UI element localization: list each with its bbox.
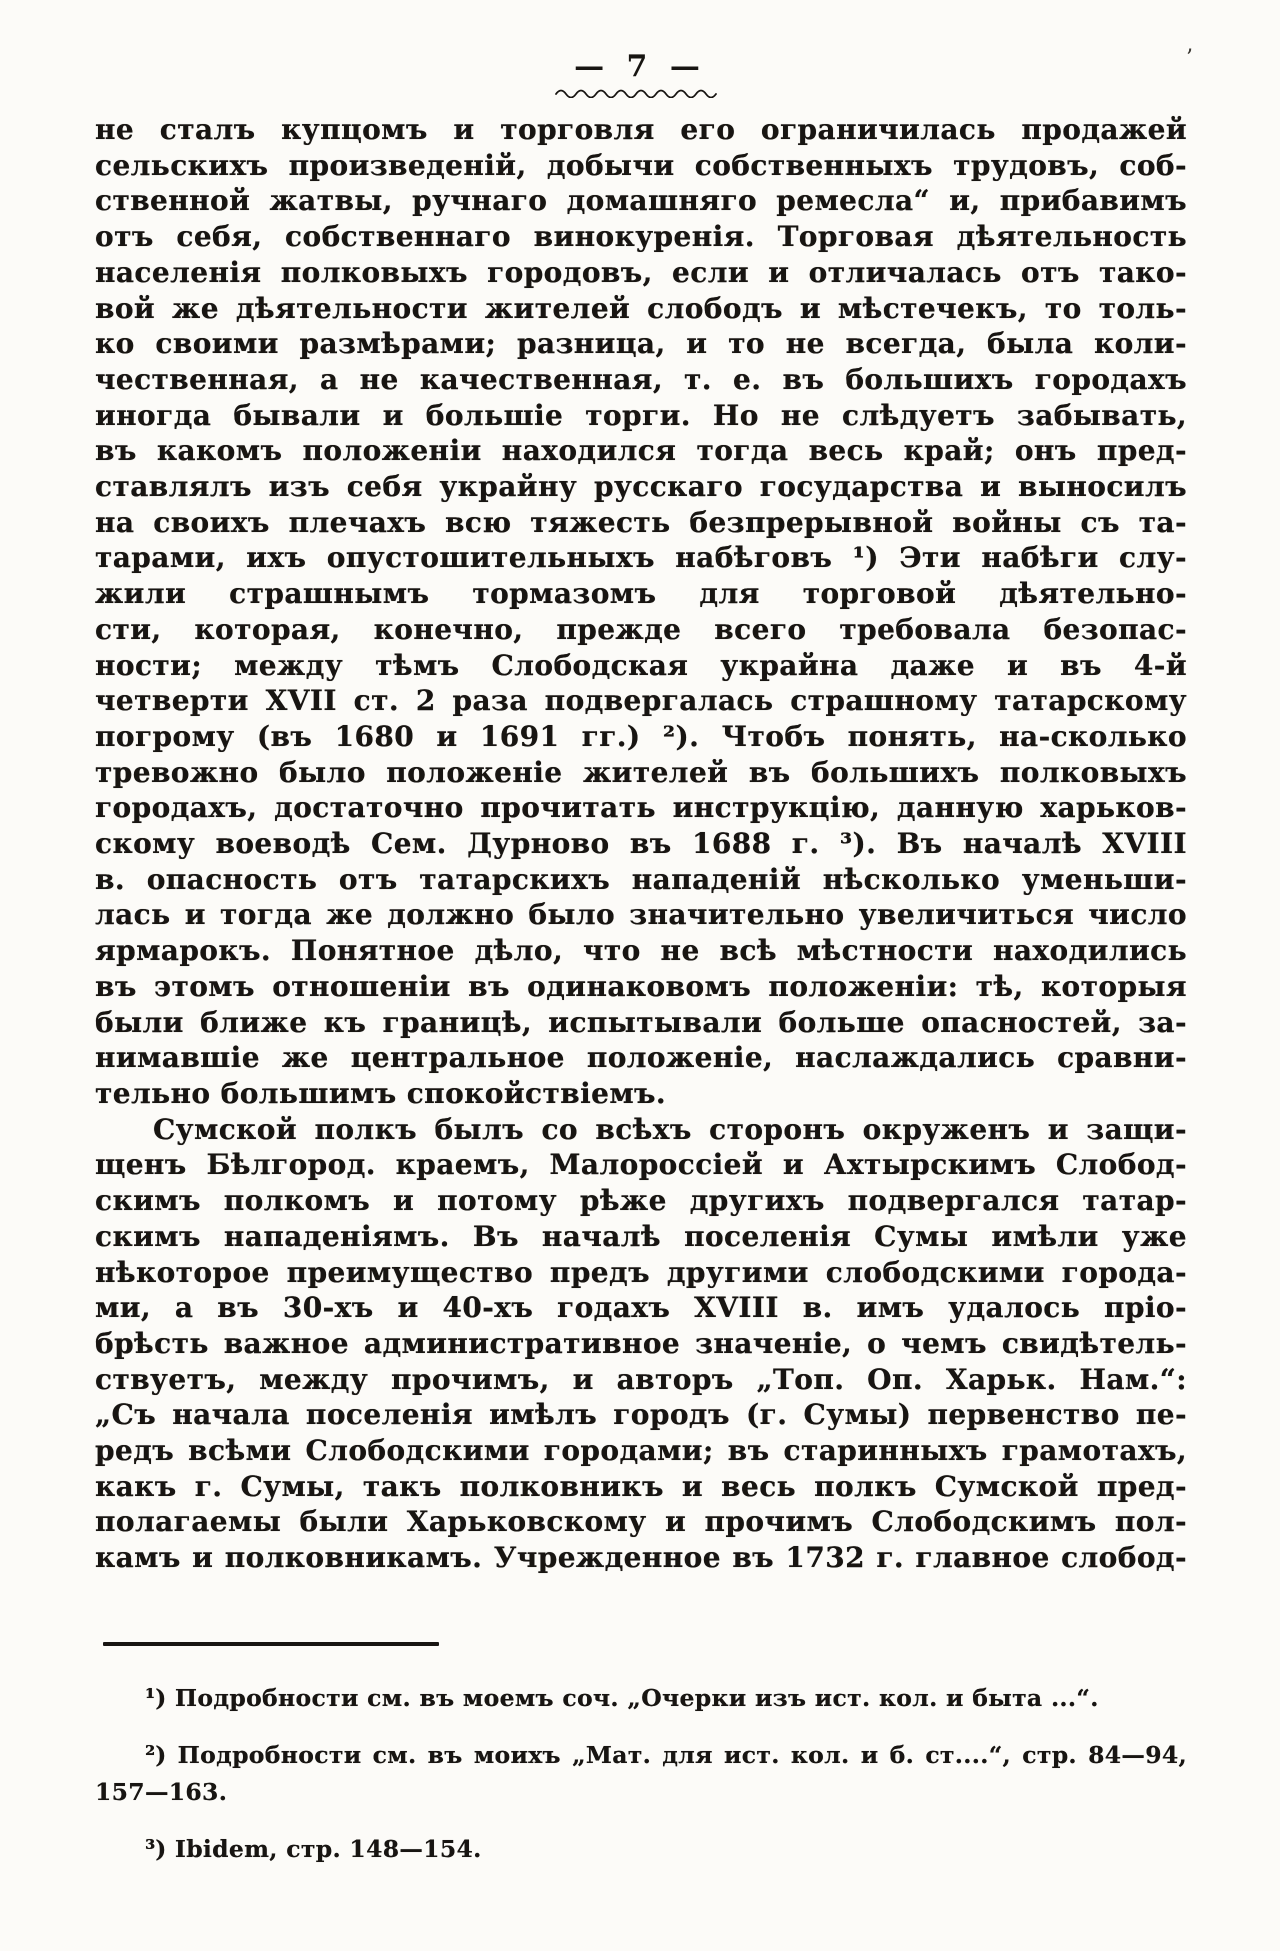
footnote-marker: ¹) [145, 1683, 167, 1712]
text-line: щенъ Бѣлгород. краемъ, Малороссіей и Ахтырскимъ Слобод- [95, 1148, 1187, 1182]
text-line: населенія полковыхъ городовъ, если и отличалась отъ тако- [95, 255, 1187, 289]
text-line: полагаемы были Харьковскому и прочимъ Слободскимъ пол- [95, 1505, 1187, 1539]
text-line: жили страшнымъ тормазомъ для торговой дѣятельно- [95, 577, 1187, 611]
text-line: лась и тогда же должно было значительно увеличиться число [95, 898, 1187, 932]
text-line: тельно большимъ спокойствіемъ. [95, 1076, 667, 1110]
text-line: ставлялъ изъ себя украйну русскаго государства и выносилъ [95, 470, 1187, 504]
text-line: чественная, а не качественная, т. е. въ большихъ городахъ [95, 362, 1187, 396]
text-line: не сталъ купцомъ и торговля его ограничилась продажей [95, 113, 1187, 146]
text-line: скимъ нападеніямъ. Въ началѣ поселенія Сумы имѣли уже [95, 1219, 1187, 1253]
footnote [95, 1680, 1187, 1717]
footnote [95, 1831, 1187, 1868]
text-line: сти, которая, конечно, прежде всего требовала безопас- [95, 612, 1187, 646]
text-line: ности; между тѣмъ Слободская украйна даже и въ 4-й [95, 648, 1187, 682]
footnote [95, 1737, 1187, 1811]
text-line: иногда бывали и большіе торги. Но не слѣдуетъ забывать, [95, 398, 1187, 432]
text-line: на своихъ плечахъ всю тяжесть безпрерывной войны съ та- [95, 505, 1187, 539]
footnote-text: Ibidem, стр. 148—154. [174, 1834, 482, 1863]
footnote-text: Подробности см. въ моемъ соч. „Очерки изъ ист. кол. и быта ...“. [174, 1683, 1099, 1712]
text-line: брѣсть важное административное значеніе, о чемъ свидѣтель- [95, 1326, 1187, 1360]
text-line: ярмарокъ. Понятное дѣло, что не всѣ мѣстности находились [95, 934, 1187, 968]
text-line: какъ г. Сумы, такъ полковникъ и весь полкъ Сумской пред- [95, 1469, 1187, 1503]
text-line: редъ всѣми Слободскими городами; въ старинныхъ грамотахъ, [95, 1434, 1187, 1468]
text-line: вой же дѣятельности жителей слободъ и мѣстечекъ, то толь- [95, 291, 1187, 325]
footnote-marker: ³) [145, 1834, 167, 1863]
footnote-marker: ²) [145, 1740, 167, 1769]
text-line: камъ и полковникамъ. Учрежденное въ 1732 г. главное слобод- [95, 1541, 1187, 1575]
footnote-first-line [95, 1831, 1187, 1868]
text-line: скому воеводѣ Сем. Дурново въ 1688 г. ³). Въ началѣ XVIII [95, 827, 1187, 861]
text-line: ми, а въ 30-хъ и 40-хъ годахъ XVIII в. имъ удалось пріо- [95, 1291, 1187, 1325]
text-line: Сумской полкъ былъ со всѣхъ сторонъ окруженъ и защи- [153, 1112, 1187, 1146]
text-line: тарами, ихъ опустошительныхъ набѣговъ ¹) Эти набѣги слу- [95, 541, 1187, 575]
text-line: нимавшіе же центральное положеніе, наслаждались сравни- [95, 1041, 1187, 1075]
text-line: четверти XVII ст. 2 раза подвергалась страшному татарскому [95, 684, 1187, 718]
text-line: в. опасность отъ татарскихъ нападеній нѣсколько уменьши- [95, 862, 1187, 896]
text-line: погрому (въ 1680 и 1691 гг.) ²). Чтобъ понять, на-сколько [95, 719, 1187, 753]
text-line: ствуетъ, между прочимъ, и авторъ „Топ. Оп. Харьк. Нам.“: [95, 1362, 1187, 1396]
text-line: въ какомъ положеніи находился тогда весь край; онъ пред- [95, 434, 1187, 468]
text-line: ственной жатвы, ручнаго домашняго ремесла“ и, прибавимъ [95, 184, 1187, 218]
header-divider-squiggle [554, 86, 726, 98]
scan-artifact-tick: ’ [1186, 46, 1193, 71]
text-line: отъ себя, собственнаго винокуренія. Торговая дѣятельность [95, 220, 1187, 254]
text-line: ко своими размѣрами; разница, и то не всегда, была коли- [95, 327, 1187, 361]
page-number: — 7 — [574, 49, 706, 84]
footnote-first-line [95, 1680, 1187, 1717]
footnotes-section [95, 1680, 1187, 1868]
paragraph-continued-from-previous-page [95, 112, 1187, 1112]
page-header [0, 0, 1280, 98]
text-line: тревожно было положеніе жителей въ большихъ полковыхъ [95, 755, 1187, 789]
text-line: скимъ полкомъ и потому рѣже другихъ подвергался татар- [95, 1184, 1187, 1218]
text-line: городахъ, достаточно прочитать инструкцію, данную харьков- [95, 791, 1187, 825]
text-line: были ближе къ границѣ, испытывали больше опасностей, за- [95, 1005, 1187, 1039]
main-text-block [95, 112, 1187, 1646]
text-line: „Съ начала поселенія имѣлъ городъ (г. Сумы) первенство пе- [95, 1398, 1187, 1432]
footnote-separator-rule [103, 1642, 439, 1646]
text-line: нѣкоторое преимущество предъ другими слободскими города- [95, 1255, 1187, 1289]
footnote-continuation-line: 157—163. [95, 1777, 228, 1806]
text-line: сельскихъ произведеній, добычи собственныхъ трудовъ, соб- [95, 148, 1187, 182]
footnote-first-line [95, 1737, 1187, 1774]
text-line: въ этомъ отношеніи въ одинаковомъ положеніи: тѣ, которыя [95, 969, 1187, 1003]
footnote-text: Подробности см. въ моихъ „Мат. для ист. кол. и б. ст....“, стр. 84—94, [177, 1740, 1188, 1769]
paragraph-sumskoy-polk [95, 1112, 1187, 1576]
